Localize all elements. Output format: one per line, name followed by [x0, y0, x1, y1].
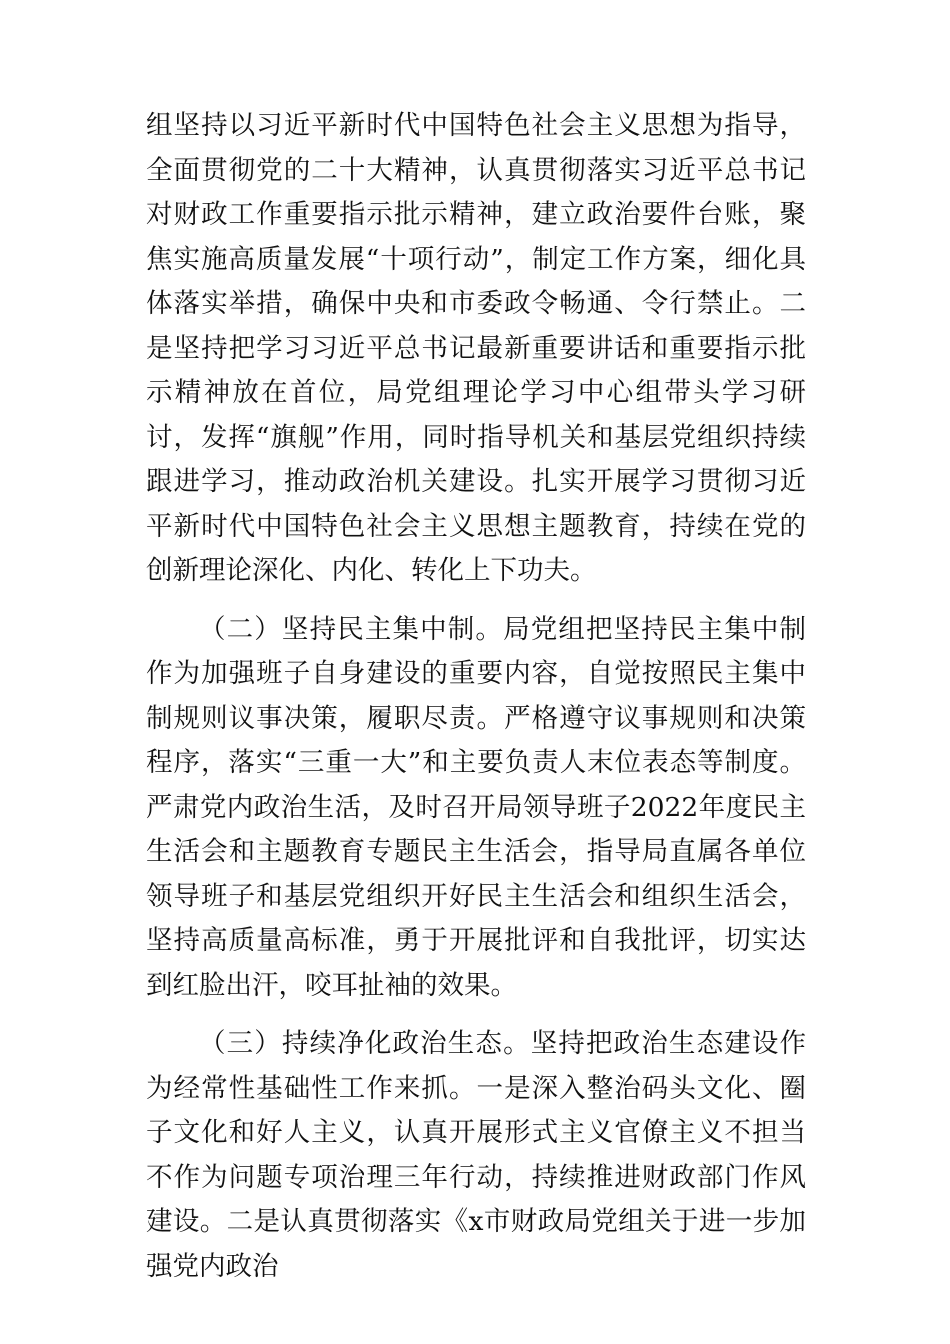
paragraph-democratic-centralism: （二）坚持民主集中制。局党组把坚持民主集中制作为加强班子自身建设的重要内容，自觉按照民主集中制规则议事决策，履职尽责。严格遵守议事规则和决策程序，落实“三重一大”和主要负责人末位表态等制度。严肃党内政治生活，及时召开局领导班子2022年度民主生活会和主题教育专题民主生活会，指导局直属各单位领导班子和基层党组织开好民主生活会和组织生活会，坚持高质量高标准，勇于开展批评和自我批评，切实达到红脸出汗，咬耳扯袖的效果。 [146, 613, 806, 1001]
paragraph-political-ecology: （三）持续净化政治生态。坚持把政治生态建设作为经常性基础性工作来抓。一是深入整治码头文化、圈子文化和好人主义，认真开展形式主义官僚主义不担当不作为问题专项治理三年行动，持续推进财政部门作风建设。二是认真贯彻落实《x市财政局党组关于进一步加强党内政治 [146, 1028, 806, 1282]
paragraph-continuation: 组坚持以习近平新时代中国特色社会主义思想为指导，全面贯彻党的二十大精神，认真贯彻落实习近平总书记对财政工作重要指示批示精神，建立政治要件台账，聚焦实施高质量发展“十项行动”，制定工作方案，细化具体落实举措，确保中央和市委政令畅通、令行禁止。二是坚持把学习习近平总书记最新重要讲话和重要指示批示精神放在首位，局党组理论学习中心组带头学习研讨，发挥“旗舰”作用，同时指导机关和基层党组织持续跟进学习，推动政治机关建设。扎实开展学习贯彻习近平新时代中国特色社会主义思想主题教育，持续在党的创新理论深化、内化、转化上下功夫。 [146, 110, 806, 586]
document-body [146, 104, 806, 1289]
